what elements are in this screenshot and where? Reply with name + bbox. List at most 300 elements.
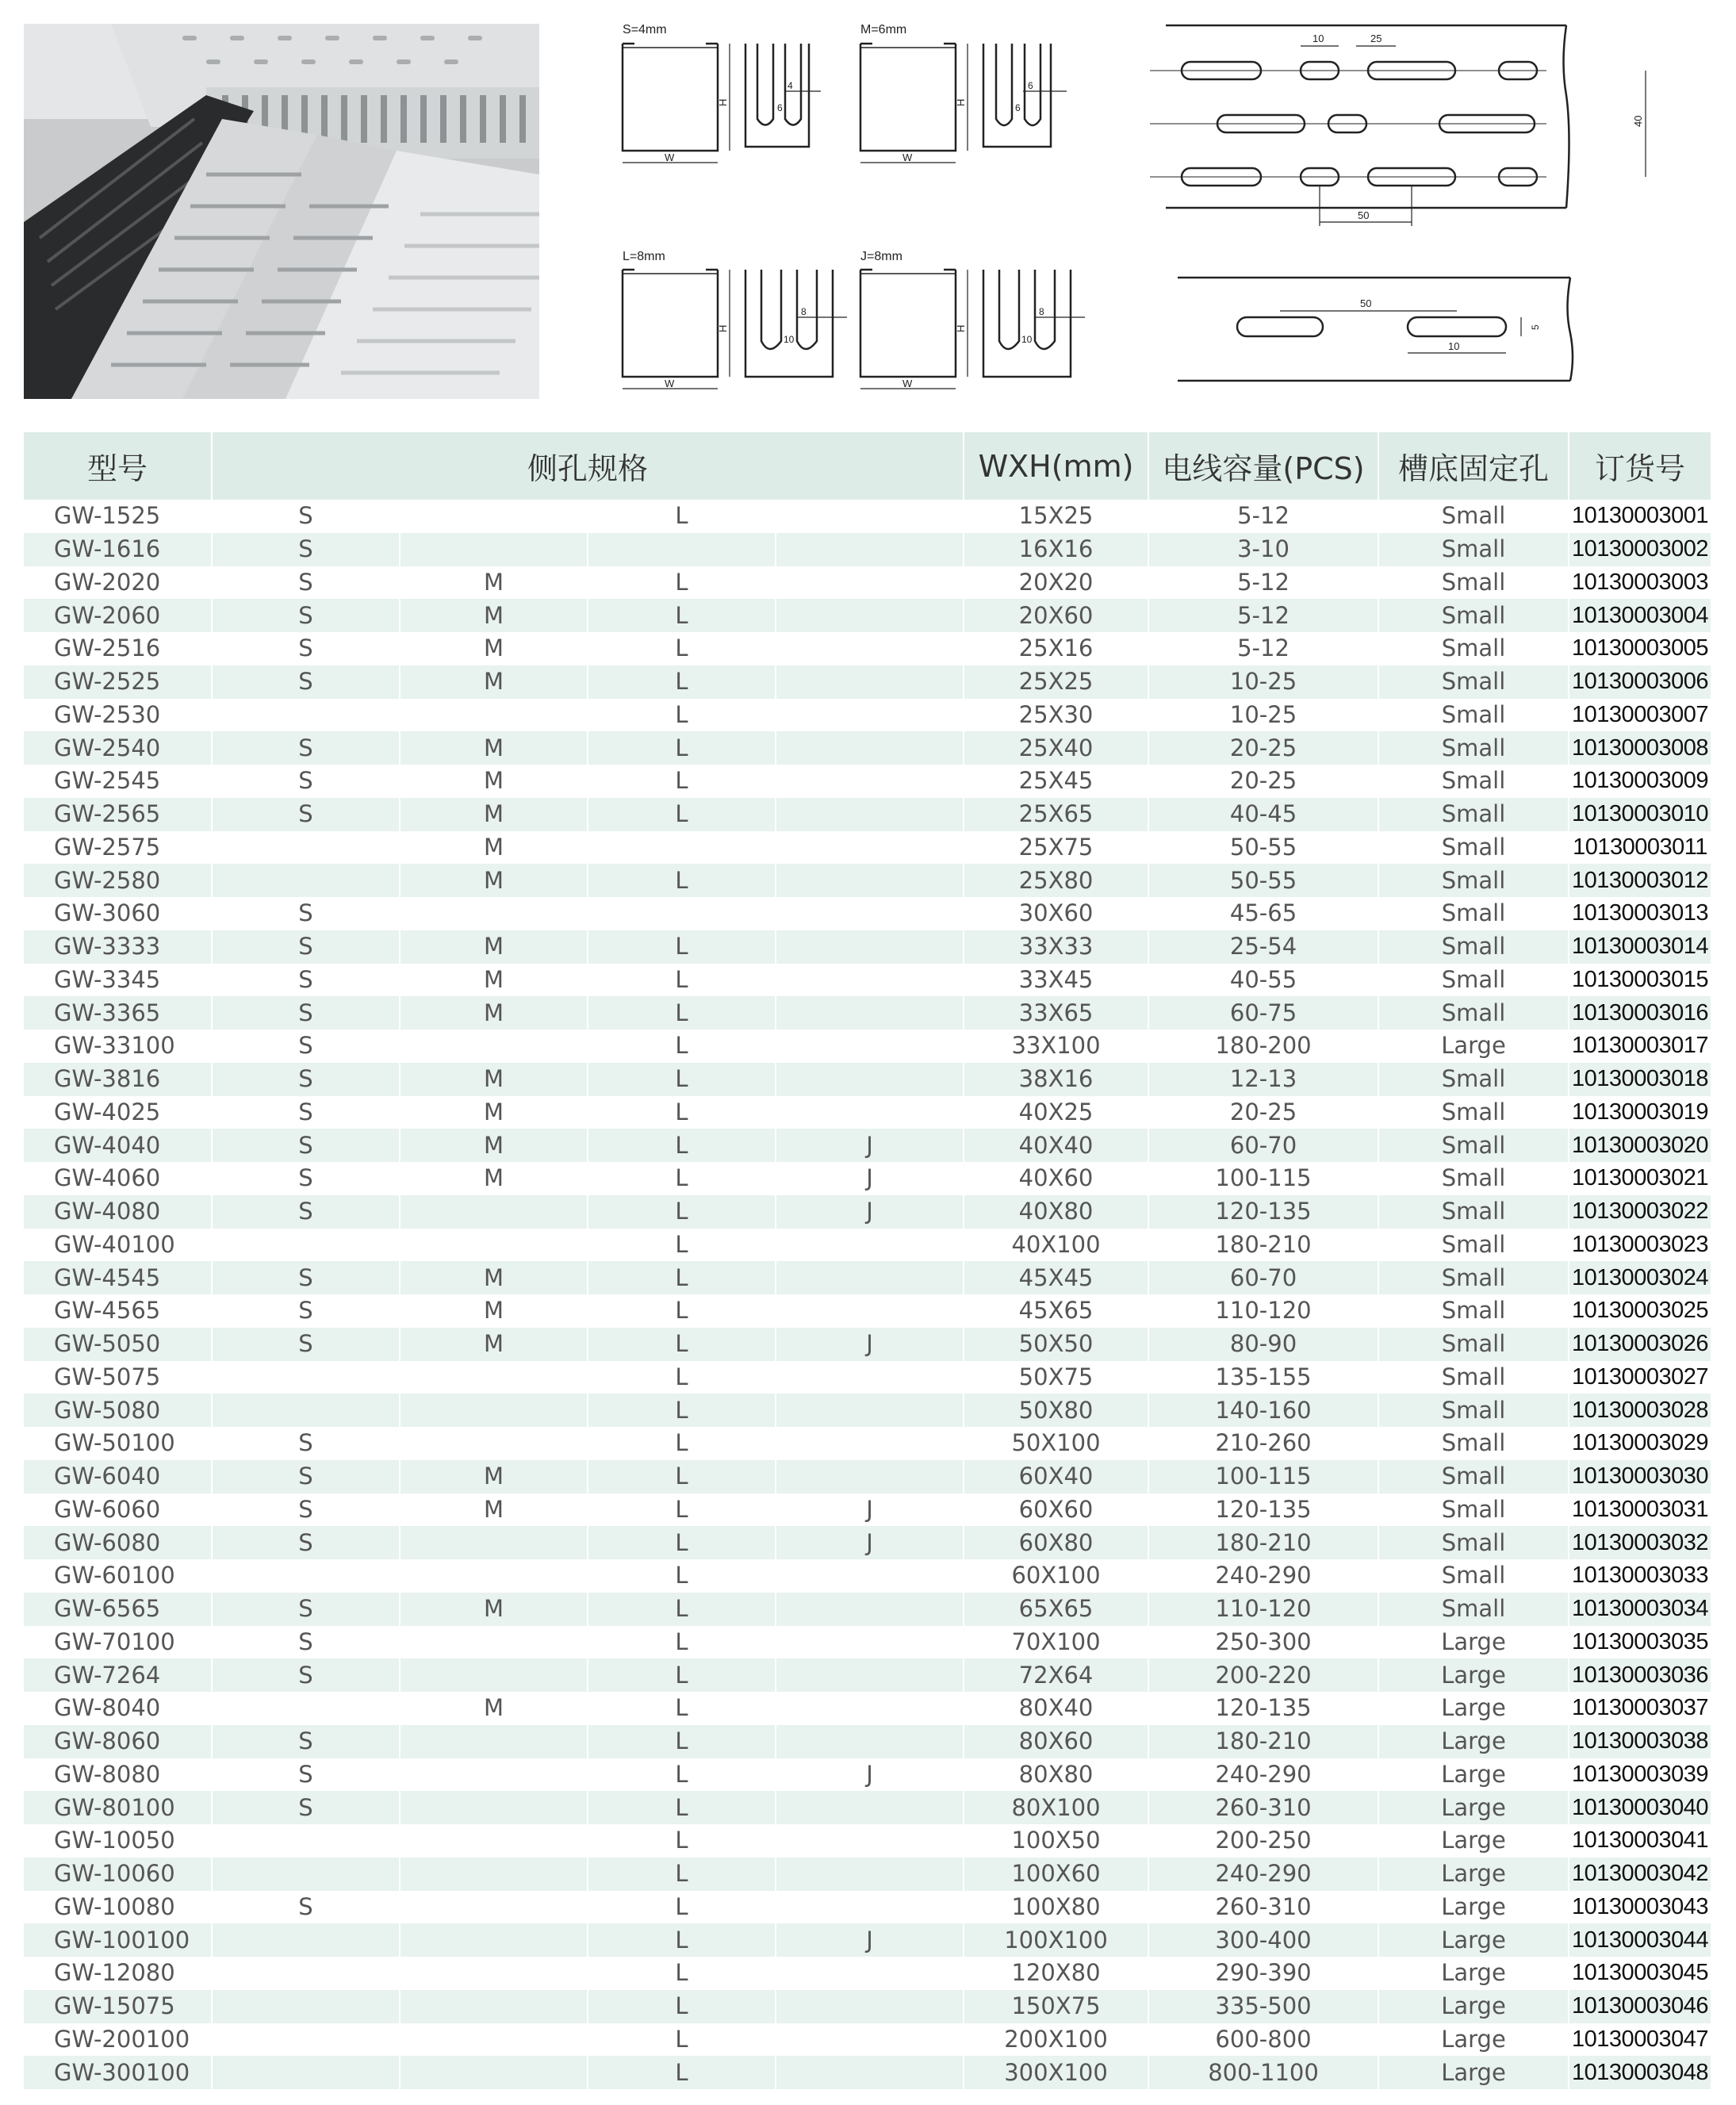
cell-base-hole: Small (1378, 500, 1569, 533)
cell-side-m: M (400, 632, 588, 665)
cell-side-l: L (588, 1858, 776, 1891)
cell-side-j (776, 798, 964, 831)
label-p10: 10 (1313, 33, 1324, 44)
table-row (24, 1923, 1711, 1957)
cell-side-j (776, 1626, 964, 1659)
cell-capacity: 335-500 (1148, 1990, 1378, 2023)
cell-capacity: 100-115 (1148, 1162, 1378, 1195)
cell-side-j (776, 1791, 964, 1824)
cell-base-hole: Small (1378, 1394, 1569, 1427)
cell-side-s: S (212, 897, 400, 930)
table-row (24, 1195, 1711, 1229)
cell-model: GW-60100 (24, 1559, 212, 1593)
cell-capacity: 3-10 (1148, 533, 1378, 566)
cell-base-hole: Small (1378, 1294, 1569, 1328)
cell-base-hole: Small (1378, 1593, 1569, 1626)
cell-base-hole: Large (1378, 1029, 1569, 1063)
cell-side-j (776, 2023, 964, 2057)
table-header-row (24, 432, 1711, 500)
cell-side-l: L (588, 1294, 776, 1328)
cell-base-hole: Small (1378, 798, 1569, 831)
cell-side-j (776, 500, 964, 533)
cell-side-s: S (212, 1493, 400, 1527)
cell-size: 80X40 (964, 1692, 1148, 1725)
cell-side-j (776, 1957, 964, 1990)
cell-side-s: S (212, 798, 400, 831)
cell-base-hole: Small (1378, 1229, 1569, 1262)
cell-base-hole: Small (1378, 665, 1569, 699)
cell-side-j (776, 1990, 964, 2023)
cell-order-number: 10130003004 (1569, 599, 1711, 632)
label-s-dim: 4 (788, 80, 793, 91)
cell-size: 45X45 (964, 1261, 1148, 1294)
cell-base-hole: Small (1378, 1559, 1569, 1593)
cell-order-number: 10130003020 (1569, 1129, 1711, 1162)
table-row (24, 566, 1711, 600)
cell-order-number: 10130003006 (1569, 665, 1711, 699)
table-body (24, 500, 1711, 2089)
cell-order-number: 10130003041 (1572, 1827, 1708, 1854)
cell-side-s: S (212, 599, 400, 632)
label-l-dim2: 10 (784, 334, 795, 345)
label-m-dim: 6 (1028, 80, 1033, 91)
cell-side-l (588, 897, 776, 930)
cell-capacity: 50-55 (1148, 864, 1378, 897)
cell-size: 45X65 (964, 1294, 1148, 1328)
cell-capacity: 180-200 (1148, 1029, 1378, 1063)
cell-side-j (776, 1096, 964, 1129)
cell-capacity: 240-290 (1148, 1858, 1378, 1891)
cell-size: 100X60 (964, 1858, 1148, 1891)
cell-capacity: 80-90 (1148, 1328, 1378, 1361)
cell-side-l: L (588, 1725, 776, 1758)
cell-side-l: L (588, 1957, 776, 1990)
cell-side-m: M (400, 1593, 588, 1626)
cell-side-s (212, 1923, 400, 1957)
cell-size: 25X45 (964, 765, 1148, 798)
cell-side-j: J (776, 1758, 964, 1792)
cell-side-s (212, 2023, 400, 2057)
table-row (24, 1294, 1711, 1328)
cell-base-hole: Small (1378, 1261, 1569, 1294)
cell-size: 65X65 (964, 1593, 1148, 1626)
cell-side-s (212, 1692, 400, 1725)
cell-model: GW-12080 (24, 1957, 212, 1990)
cell-base-hole: Small (1378, 1195, 1569, 1229)
cell-order-number: 10130003040 (1569, 1791, 1711, 1824)
cell-side-m (400, 1229, 588, 1262)
cell-base-hole: Small (1378, 930, 1569, 964)
cell-base-hole: Small (1378, 1493, 1569, 1527)
table-row (24, 1791, 1711, 1824)
cell-side-s (212, 1229, 400, 1262)
cell-side-j (776, 864, 964, 897)
cell-side-l: L (588, 1063, 776, 1096)
cell-side-m (400, 1725, 588, 1758)
cell-side-s: S (212, 765, 400, 798)
cell-size: 25X30 (964, 699, 1148, 732)
cell-side-s (212, 699, 400, 732)
cell-model: GW-15075 (24, 1990, 212, 2023)
cell-model: GW-6060 (24, 1493, 212, 1527)
cell-capacity: 180-210 (1148, 1725, 1378, 1758)
cell-capacity: 135-155 (1148, 1361, 1378, 1394)
cell-model: GW-4025 (24, 1096, 212, 1129)
cell-capacity: 200-250 (1148, 1824, 1378, 1858)
cell-side-l: L (588, 500, 776, 533)
cell-capacity: 120-135 (1148, 1493, 1378, 1527)
table-row (24, 1361, 1711, 1394)
cell-side-j: J (776, 1328, 964, 1361)
table-row (24, 699, 1711, 732)
cell-side-s: S (212, 533, 400, 566)
table-row (24, 533, 1711, 566)
cell-side-l: L (588, 1229, 776, 1262)
cell-side-m: M (400, 996, 588, 1029)
cell-side-j (776, 1394, 964, 1427)
cell-side-j (776, 1261, 964, 1294)
cell-side-m (400, 1758, 588, 1792)
table-row (24, 1229, 1711, 1262)
cell-side-l: L (588, 566, 776, 600)
table-row (24, 1758, 1711, 1792)
cell-base-hole: Large (1378, 1891, 1569, 1924)
table-row (24, 765, 1711, 798)
cell-base-hole: Large (1378, 1791, 1569, 1824)
cell-size: 100X100 (964, 1923, 1148, 1957)
cell-model: GW-5080 (24, 1394, 212, 1427)
table-row (24, 930, 1711, 964)
cell-base-hole: Large (1378, 1692, 1569, 1725)
label-l-dim: 8 (801, 306, 807, 317)
cell-side-s: S (212, 1427, 400, 1460)
cell-side-s (212, 1990, 400, 2023)
cell-side-j (776, 1658, 964, 1692)
cell-model: GW-2565 (24, 798, 212, 831)
cell-side-l: L (588, 930, 776, 964)
cell-side-m: M (400, 1129, 588, 1162)
cell-side-l: L (588, 1891, 776, 1924)
cell-side-l: L (588, 1096, 776, 1129)
cell-side-j (776, 1229, 964, 1262)
table-row (24, 1626, 1711, 1659)
cell-model: GW-6080 (24, 1526, 212, 1559)
cell-side-j: J (776, 1493, 964, 1527)
cell-base-hole: Small (1378, 864, 1569, 897)
cell-side-m: M (400, 1692, 588, 1725)
cell-order-number: 10130003018 (1569, 1063, 1711, 1096)
cell-side-m (400, 1029, 588, 1063)
cell-side-s (212, 1394, 400, 1427)
cell-order-number: 10130003034 (1569, 1593, 1711, 1626)
cell-side-m (400, 1791, 588, 1824)
cell-base-hole: Small (1378, 533, 1569, 566)
cell-side-j (776, 897, 964, 930)
cell-order-number: 10130003022 (1569, 1195, 1711, 1229)
cell-side-m (400, 1195, 588, 1229)
cell-side-j (776, 699, 964, 732)
label-p50: 50 (1358, 209, 1370, 221)
cell-side-l: L (588, 731, 776, 765)
cell-side-s: S (212, 1626, 400, 1659)
cell-side-s: S (212, 1294, 400, 1328)
cell-capacity: 20-25 (1148, 731, 1378, 765)
cell-base-hole: Large (1378, 1824, 1569, 1858)
header-side-holes: 侧孔规格 (212, 432, 964, 500)
cell-side-s: S (212, 1593, 400, 1626)
cell-size: 16X16 (964, 533, 1148, 566)
cell-side-l: L (588, 1493, 776, 1527)
cell-order-number: 10130003028 (1569, 1394, 1711, 1427)
cell-side-j (776, 665, 964, 699)
cell-side-m: M (400, 930, 588, 964)
cell-side-l: L (588, 1261, 776, 1294)
cell-base-hole: Large (1378, 2056, 1569, 2089)
cell-model: GW-1616 (24, 533, 212, 566)
cell-capacity: 5-12 (1148, 566, 1378, 600)
cell-capacity: 20-25 (1148, 1096, 1378, 1129)
cell-side-j (776, 964, 964, 997)
cell-capacity: 25-54 (1148, 930, 1378, 964)
cell-order-number: 10130003037 (1572, 1695, 1708, 1721)
label-j-dim: 8 (1039, 306, 1044, 317)
cell-capacity: 180-210 (1148, 1526, 1378, 1559)
diagram-j (860, 250, 1085, 389)
cell-capacity: 290-390 (1148, 1957, 1378, 1990)
cell-side-m: M (400, 1096, 588, 1129)
cell-size: 50X80 (964, 1394, 1148, 1427)
cell-side-j (776, 1593, 964, 1626)
cell-side-m: M (400, 1328, 588, 1361)
cell-side-j (776, 1029, 964, 1063)
cell-side-l: L (588, 765, 776, 798)
table-row (24, 1427, 1711, 1460)
cell-size: 38X16 (964, 1063, 1148, 1096)
cell-side-m: M (400, 765, 588, 798)
cell-side-m: M (400, 798, 588, 831)
cell-order-number: 10130003003 (1572, 569, 1708, 595)
cell-side-l: L (588, 1692, 776, 1725)
cell-size: 80X80 (964, 1758, 1148, 1792)
label-m: M=6mm (860, 23, 907, 36)
cell-order-number: 10130003015 (1572, 966, 1708, 992)
cell-order-number: 10130003019 (1572, 1099, 1708, 1125)
cell-model: GW-50100 (24, 1427, 212, 1460)
cell-order-number: 10130003030 (1569, 1460, 1711, 1493)
cell-side-l: L (588, 665, 776, 699)
cell-order-number: 10130003013 (1572, 900, 1708, 926)
cell-base-hole: Small (1378, 897, 1569, 930)
cell-capacity: 210-260 (1148, 1427, 1378, 1460)
cell-side-l: L (588, 2056, 776, 2089)
table-row (24, 1990, 1711, 2023)
table-row (24, 1593, 1711, 1626)
cell-order-number: 10130003002 (1569, 533, 1711, 566)
cell-order-number: 10130003046 (1569, 1990, 1711, 2023)
cell-side-s: S (212, 1758, 400, 1792)
cell-order-number: 10130003038 (1569, 1725, 1711, 1758)
cell-order-number: 10130003047 (1572, 2026, 1708, 2052)
cell-order-number: 10130003011 (1573, 834, 1707, 860)
cell-side-m (400, 1658, 588, 1692)
cell-side-s: S (212, 1460, 400, 1493)
cell-capacity: 180-210 (1148, 1229, 1378, 1262)
cell-capacity: 40-45 (1148, 798, 1378, 831)
cell-side-s: S (212, 964, 400, 997)
cell-model: GW-80100 (24, 1791, 212, 1824)
table-row (24, 1559, 1711, 1593)
cell-order-number: 10130003035 (1572, 1628, 1708, 1654)
label-j: J=8mm (860, 250, 902, 263)
cell-order-number: 10130003027 (1572, 1363, 1708, 1390)
cell-model: GW-6565 (24, 1593, 212, 1626)
cell-capacity: 600-800 (1148, 2023, 1378, 2057)
cell-order-number: 10130003014 (1569, 930, 1711, 964)
cell-base-hole: Large (1378, 1923, 1569, 1957)
cell-side-s: S (212, 731, 400, 765)
cell-base-hole: Small (1378, 996, 1569, 1029)
cell-order-number: 10130003045 (1572, 1960, 1708, 1986)
cell-model: GW-10080 (24, 1891, 212, 1924)
cell-side-m: M (400, 964, 588, 997)
cell-size: 30X60 (964, 897, 1148, 930)
cell-order-number: 10130003008 (1569, 731, 1711, 765)
cell-size: 60X40 (964, 1460, 1148, 1493)
cell-model: GW-4060 (24, 1162, 212, 1195)
cell-side-j (776, 1891, 964, 1924)
cell-base-hole: Small (1378, 1328, 1569, 1361)
table-row (24, 632, 1711, 665)
cell-side-m: M (400, 864, 588, 897)
cell-base-hole: Large (1378, 1758, 1569, 1792)
cell-base-hole: Small (1378, 566, 1569, 600)
cell-side-m (400, 897, 588, 930)
cell-side-l: L (588, 1328, 776, 1361)
cell-order-number: 10130003039 (1572, 1761, 1708, 1787)
cell-order-number: 10130003042 (1569, 1858, 1711, 1891)
label-b50: 50 (1360, 297, 1372, 309)
cell-order-number: 10130003031 (1572, 1496, 1708, 1522)
cell-side-m (400, 699, 588, 732)
cell-base-hole: Large (1378, 1858, 1569, 1891)
cell-base-hole: Large (1378, 1626, 1569, 1659)
cell-side-m (400, 1824, 588, 1858)
cell-side-m: M (400, 566, 588, 600)
cell-side-l: L (588, 1626, 776, 1659)
cell-side-m (400, 1990, 588, 2023)
cell-order-number: 10130003023 (1572, 1231, 1708, 1257)
cell-capacity: 10-25 (1148, 665, 1378, 699)
cell-side-l: L (588, 1361, 776, 1394)
table-row (24, 798, 1711, 831)
cell-model: GW-8060 (24, 1725, 212, 1758)
label-w: W (902, 378, 913, 389)
cell-model: GW-6040 (24, 1460, 212, 1493)
base-hole-pattern (1150, 25, 1646, 226)
cell-side-l: L (588, 1195, 776, 1229)
table-row (24, 1460, 1711, 1493)
cell-model: GW-40100 (24, 1229, 212, 1262)
cell-capacity: 5-12 (1148, 500, 1378, 533)
cell-size: 300X100 (964, 2056, 1148, 2089)
table-row (24, 1692, 1711, 1725)
cell-side-s (212, 1858, 400, 1891)
table-row (24, 1063, 1711, 1096)
diagram-m (860, 23, 1067, 163)
large-base-slot (1178, 278, 1573, 381)
cell-model: GW-3365 (24, 996, 212, 1029)
cell-model: GW-3345 (24, 964, 212, 997)
cell-side-j (776, 765, 964, 798)
cell-capacity: 60-70 (1148, 1129, 1378, 1162)
label-m-dim2: 6 (1015, 102, 1021, 113)
cell-side-j (776, 731, 964, 765)
cell-side-s (212, 864, 400, 897)
cell-model: GW-2525 (24, 665, 212, 699)
cell-order-number: 10130003029 (1572, 1430, 1708, 1456)
cell-capacity: 260-310 (1148, 1891, 1378, 1924)
cell-size: 25X65 (964, 798, 1148, 831)
cell-order-number: 10130003009 (1572, 768, 1708, 794)
label-l: L=8mm (623, 250, 665, 263)
cell-size: 200X100 (964, 2023, 1148, 2057)
cell-base-hole: Small (1378, 1129, 1569, 1162)
cell-model: GW-300100 (24, 2056, 212, 2089)
table-row (24, 1858, 1711, 1891)
cell-side-l: L (588, 1758, 776, 1792)
cell-capacity: 60-75 (1148, 996, 1378, 1029)
cell-side-l: L (588, 1658, 776, 1692)
cell-capacity: 110-120 (1148, 1593, 1378, 1626)
cell-model: GW-100100 (24, 1923, 212, 1957)
cell-size: 40X100 (964, 1229, 1148, 1262)
diagram-s (623, 23, 821, 163)
table-row (24, 831, 1711, 865)
cell-side-j: J (776, 1162, 964, 1195)
cell-side-s: S (212, 1725, 400, 1758)
cell-side-j: J (776, 1923, 964, 1957)
label-w: W (665, 378, 675, 389)
table-row (24, 2056, 1711, 2089)
table-row (24, 1526, 1711, 1559)
table-row (24, 1096, 1711, 1129)
table-row (24, 964, 1711, 997)
cell-side-j (776, 632, 964, 665)
cell-size: 25X80 (964, 864, 1148, 897)
cell-side-s: S (212, 1658, 400, 1692)
label-h: H (955, 98, 967, 106)
cell-base-hole: Small (1378, 1460, 1569, 1493)
cell-side-s (212, 1361, 400, 1394)
cell-model: GW-8080 (24, 1758, 212, 1792)
cell-model: GW-5050 (24, 1328, 212, 1361)
cell-side-l: L (588, 1526, 776, 1559)
cell-capacity: 240-290 (1148, 1559, 1378, 1593)
cell-side-m (400, 1626, 588, 1659)
header-order: 订货号 (1569, 432, 1711, 500)
cell-side-m (400, 1559, 588, 1593)
cell-size: 15X25 (964, 500, 1148, 533)
cell-side-m (400, 2023, 588, 2057)
cell-side-j (776, 533, 964, 566)
cell-order-number: 10130003032 (1569, 1526, 1711, 1559)
diagram-l (623, 250, 847, 389)
header-base-holes: 槽底固定孔 (1378, 432, 1569, 500)
cell-side-j (776, 1858, 964, 1891)
cell-model: GW-10060 (24, 1858, 212, 1891)
cell-base-hole: Small (1378, 632, 1569, 665)
cell-order-number: 10130003026 (1569, 1328, 1711, 1361)
